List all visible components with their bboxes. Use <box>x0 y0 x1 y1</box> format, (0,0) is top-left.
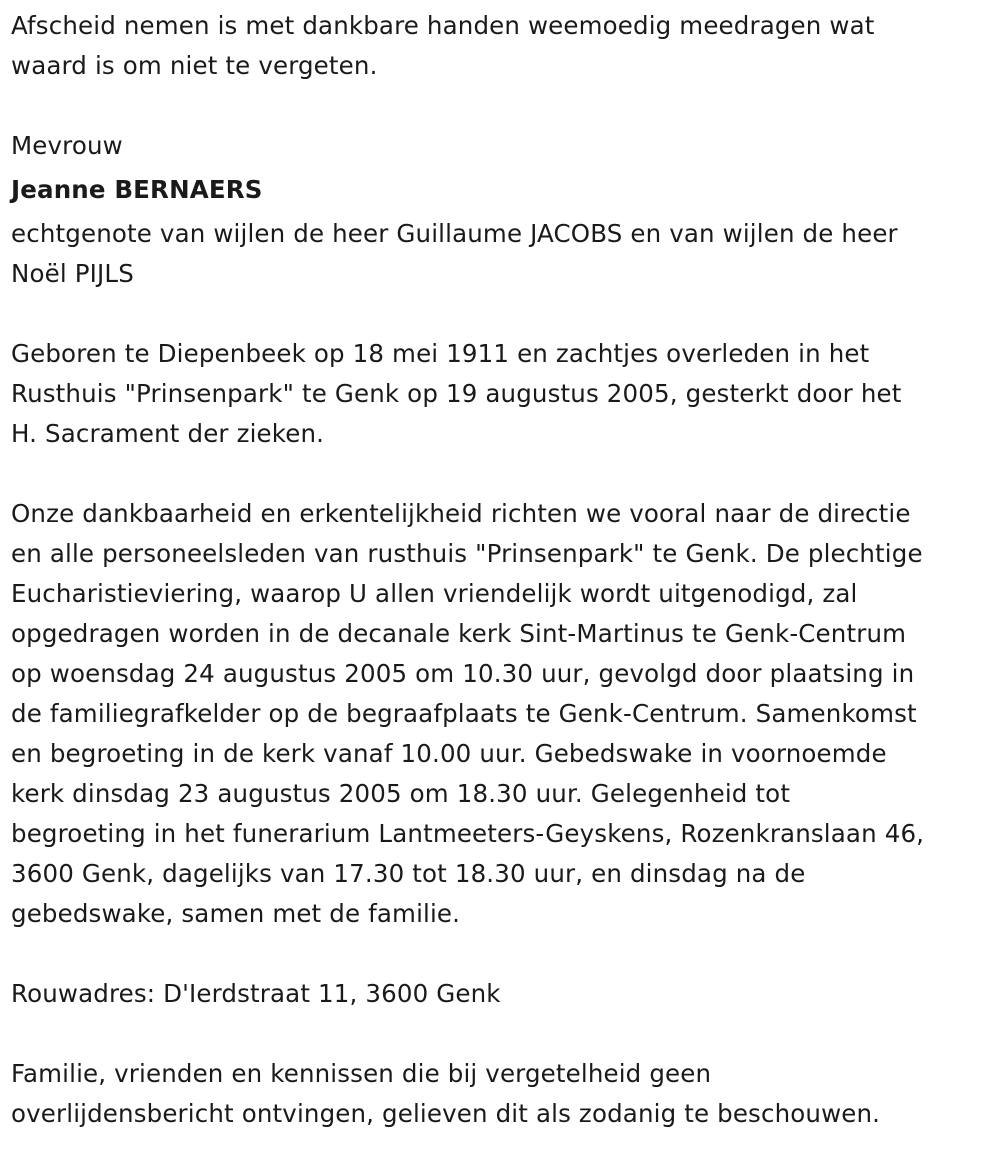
death-notice <box>11 6 996 1134</box>
spacer <box>11 86 996 126</box>
mourning-address: Rouwadres: D'Ierdstraat 11, 3600 Genk <box>11 979 501 1008</box>
spacer <box>11 294 996 334</box>
birth-death-text: Geboren te Diepenbeek op 18 mei 1911 en zachtjes overleden in het Rusthuis "Prinsenpark" te Genk op 19 augustus 2005, gesterkt door het H. Sacrament der zieken. <box>11 339 902 448</box>
spacer <box>11 934 996 974</box>
spacer <box>11 1014 996 1054</box>
ceremony-text: Onze dankbaarheid en erkentelijkheid richten we vooral naar de directie en alle personeelsleden van rusthuis "Prinsenpark" te Genk. De plechtige Eucharistieviering, waarop U allen vriendelijk wordt uitgenodigd, zal opgedragen worden in de decanale kerk Sint-Martinus te Genk-Centrum op woensdag 24 augustus 2005 om 10.30 uur, gevolgd door plaatsing in de familiegrafkelder op de begraafplaats te Genk-Centrum. Samenkomst en begroeting in de kerk vanaf 10.00 uur. Gebedswake in voornoemde kerk dinsdag 23 augustus 2005 om 18.30 uur. Gelegenheid tot begroeting in het funerarium Lantmeeters-Geyskens, Rozenkranslaan 46, 3600 Genk, dagelijks van 17.30 tot 18.30 uur, en dinsdag na de gebedswake, samen met de familie. <box>11 499 925 928</box>
spouse-text: echtgenote van wijlen de heer Guillaume JACOBS en van wijlen de heer Noël PIJLS <box>11 219 898 288</box>
deceased-name: Jeanne BERNAERS <box>11 175 263 204</box>
spacer <box>11 454 996 494</box>
closing-text: Familie, vrienden en kennissen die bij vergetelheid geen overlijdensbericht ontvingen, gelieven dit als zodanig te beschouwen. <box>11 1059 881 1128</box>
motto-text: Afscheid nemen is met dankbare handen weemoedig meedragen wat waard is om niet te vergeten. <box>11 11 875 80</box>
salutation: Mevrouw <box>11 131 123 160</box>
